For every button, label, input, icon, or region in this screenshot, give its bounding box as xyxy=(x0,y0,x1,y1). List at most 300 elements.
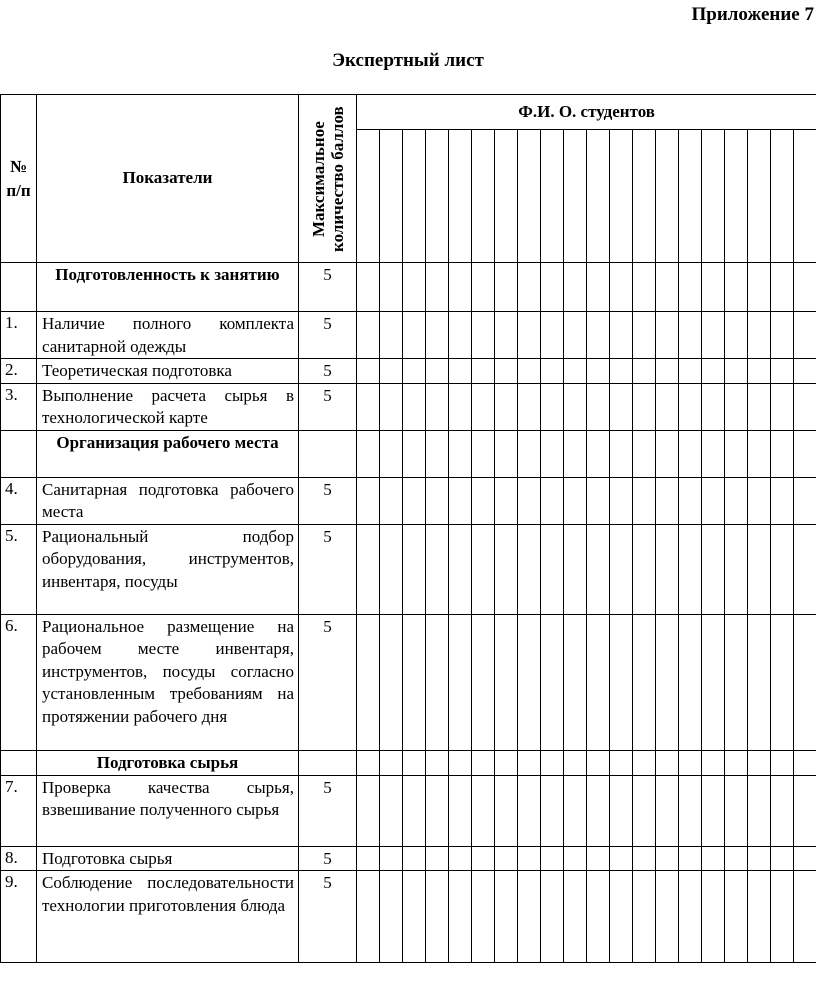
student-score-cell[interactable] xyxy=(702,775,725,846)
student-score-cell[interactable] xyxy=(771,130,794,263)
header-indicators: Показатели xyxy=(37,95,299,263)
student-score-cell[interactable] xyxy=(449,359,472,384)
row-number: 6. xyxy=(1,614,37,750)
student-score-cell[interactable] xyxy=(564,312,587,359)
student-score-cell[interactable] xyxy=(771,871,794,963)
student-score-cell[interactable] xyxy=(725,871,748,963)
student-score-cell[interactable] xyxy=(748,383,771,430)
student-score-cell[interactable] xyxy=(380,359,403,384)
student-score-cell[interactable] xyxy=(633,430,656,477)
student-score-cell[interactable] xyxy=(357,846,380,871)
student-score-cell[interactable] xyxy=(564,775,587,846)
student-score-cell[interactable] xyxy=(426,383,449,430)
student-score-cell[interactable] xyxy=(495,359,518,384)
indicator-text: Наличие полного комплекта санитарной одежды xyxy=(37,312,299,359)
student-score-cell[interactable] xyxy=(610,263,633,312)
student-score-cell[interactable] xyxy=(357,312,380,359)
student-score-cell[interactable] xyxy=(702,750,725,775)
indicator-row xyxy=(1,846,816,871)
student-score-cell[interactable] xyxy=(449,477,472,524)
student-score-cell[interactable] xyxy=(610,130,633,263)
student-score-cell[interactable] xyxy=(610,312,633,359)
student-score-cell[interactable] xyxy=(633,263,656,312)
student-score-cell[interactable] xyxy=(449,750,472,775)
indicator-row xyxy=(1,359,816,384)
student-score-cell[interactable] xyxy=(564,263,587,312)
student-score-cell[interactable] xyxy=(748,312,771,359)
student-score-cell[interactable] xyxy=(449,846,472,871)
row-number xyxy=(1,430,37,477)
student-score-cell[interactable] xyxy=(679,871,702,963)
student-score-cell[interactable] xyxy=(380,846,403,871)
indicator-text: Подготовка сырья xyxy=(37,846,299,871)
row-number: 9. xyxy=(1,871,37,963)
student-score-cell[interactable] xyxy=(656,750,679,775)
student-score-cell[interactable] xyxy=(725,312,748,359)
student-score-cell[interactable] xyxy=(794,263,816,312)
student-score-cell[interactable] xyxy=(426,524,449,614)
student-score-cell[interactable] xyxy=(794,383,816,430)
max-score-value: 5 xyxy=(299,263,357,312)
student-score-cell[interactable] xyxy=(679,477,702,524)
indicator-text: Выполнение расчета сырья в технологической карте xyxy=(37,383,299,430)
max-score-value: 5 xyxy=(299,477,357,524)
student-score-cell[interactable] xyxy=(587,263,610,312)
indicator-row xyxy=(1,383,816,430)
student-score-cell[interactable] xyxy=(702,359,725,384)
student-score-cell[interactable] xyxy=(403,263,426,312)
student-score-cell[interactable] xyxy=(587,477,610,524)
student-score-cell[interactable] xyxy=(748,871,771,963)
student-score-cell[interactable] xyxy=(610,846,633,871)
student-score-cell[interactable] xyxy=(725,846,748,871)
student-score-cell[interactable] xyxy=(748,430,771,477)
student-score-cell[interactable] xyxy=(587,614,610,750)
student-score-cell[interactable] xyxy=(541,263,564,312)
student-score-cell[interactable] xyxy=(633,775,656,846)
student-score-cell[interactable] xyxy=(472,477,495,524)
max-score-value xyxy=(299,750,357,775)
student-score-cell[interactable] xyxy=(472,383,495,430)
student-score-cell[interactable] xyxy=(472,312,495,359)
row-number: 1. xyxy=(1,312,37,359)
student-score-cell[interactable] xyxy=(449,130,472,263)
student-score-cell[interactable] xyxy=(610,614,633,750)
student-score-cell[interactable] xyxy=(518,312,541,359)
student-score-cell[interactable] xyxy=(794,871,816,963)
student-score-cell[interactable] xyxy=(403,614,426,750)
student-score-cell[interactable] xyxy=(702,477,725,524)
max-score-value: 5 xyxy=(299,775,357,846)
section-title: Подготовленность к занятию xyxy=(37,263,299,312)
student-score-cell[interactable] xyxy=(702,312,725,359)
student-score-cell[interactable] xyxy=(794,614,816,750)
row-number xyxy=(1,750,37,775)
student-score-cell[interactable] xyxy=(771,312,794,359)
row-number: 8. xyxy=(1,846,37,871)
student-score-cell[interactable] xyxy=(357,750,380,775)
student-score-cell[interactable] xyxy=(472,775,495,846)
max-score-value: 5 xyxy=(299,614,357,750)
student-score-cell[interactable] xyxy=(656,524,679,614)
student-score-cell[interactable] xyxy=(725,477,748,524)
student-score-cell[interactable] xyxy=(403,383,426,430)
student-score-cell[interactable] xyxy=(495,477,518,524)
student-score-cell[interactable] xyxy=(702,524,725,614)
student-score-cell[interactable] xyxy=(564,130,587,263)
student-score-cell[interactable] xyxy=(587,359,610,384)
student-score-cell[interactable] xyxy=(380,383,403,430)
student-score-cell[interactable] xyxy=(357,775,380,846)
student-score-cell[interactable] xyxy=(518,614,541,750)
student-score-cell[interactable] xyxy=(426,871,449,963)
student-score-cell[interactable] xyxy=(679,750,702,775)
student-score-cell[interactable] xyxy=(679,846,702,871)
student-score-cell[interactable] xyxy=(426,130,449,263)
student-score-cell[interactable] xyxy=(518,130,541,263)
student-score-cell[interactable] xyxy=(656,359,679,384)
student-score-cell[interactable] xyxy=(495,383,518,430)
student-score-cell[interactable] xyxy=(380,750,403,775)
student-score-cell[interactable] xyxy=(679,130,702,263)
student-score-cell[interactable] xyxy=(380,430,403,477)
student-score-cell[interactable] xyxy=(403,130,426,263)
student-score-cell[interactable] xyxy=(587,130,610,263)
student-score-cell[interactable] xyxy=(541,130,564,263)
student-score-cell[interactable] xyxy=(633,130,656,263)
student-score-cell[interactable] xyxy=(771,614,794,750)
student-score-cell[interactable] xyxy=(426,614,449,750)
student-score-cell[interactable] xyxy=(702,383,725,430)
student-score-cell[interactable] xyxy=(656,130,679,263)
student-score-cell[interactable] xyxy=(610,477,633,524)
student-score-cell[interactable] xyxy=(449,383,472,430)
student-score-cell[interactable] xyxy=(472,359,495,384)
student-score-cell[interactable] xyxy=(679,430,702,477)
header-max-score xyxy=(299,95,357,263)
student-score-cell[interactable] xyxy=(794,477,816,524)
student-score-cell[interactable] xyxy=(656,775,679,846)
student-score-cell[interactable] xyxy=(541,871,564,963)
student-score-cell[interactable] xyxy=(495,130,518,263)
student-score-cell[interactable] xyxy=(771,430,794,477)
student-score-cell[interactable] xyxy=(725,263,748,312)
student-score-cell[interactable] xyxy=(472,846,495,871)
student-score-cell[interactable] xyxy=(725,430,748,477)
student-score-cell[interactable] xyxy=(633,312,656,359)
student-score-cell[interactable] xyxy=(518,524,541,614)
student-score-cell[interactable] xyxy=(472,430,495,477)
student-score-cell[interactable] xyxy=(725,359,748,384)
student-score-cell[interactable] xyxy=(794,750,816,775)
student-score-cell[interactable] xyxy=(357,524,380,614)
student-score-cell[interactable] xyxy=(702,846,725,871)
student-score-cell[interactable] xyxy=(702,430,725,477)
student-score-cell[interactable] xyxy=(449,614,472,750)
student-score-cell[interactable] xyxy=(403,871,426,963)
max-score-value: 5 xyxy=(299,359,357,384)
student-score-cell[interactable] xyxy=(748,359,771,384)
student-score-cell[interactable] xyxy=(449,263,472,312)
student-score-cell[interactable] xyxy=(656,477,679,524)
indicator-row xyxy=(1,312,816,359)
student-score-cell[interactable] xyxy=(449,871,472,963)
student-score-cell[interactable] xyxy=(357,263,380,312)
student-score-cell[interactable] xyxy=(564,614,587,750)
student-score-cell[interactable] xyxy=(357,430,380,477)
student-score-cell[interactable] xyxy=(495,775,518,846)
student-score-cell[interactable] xyxy=(725,750,748,775)
student-score-cell[interactable] xyxy=(679,263,702,312)
student-score-cell[interactable] xyxy=(380,614,403,750)
student-score-cell[interactable] xyxy=(426,359,449,384)
student-score-cell[interactable] xyxy=(679,524,702,614)
student-score-cell[interactable] xyxy=(380,524,403,614)
student-score-cell[interactable] xyxy=(748,130,771,263)
student-score-cell[interactable] xyxy=(748,846,771,871)
student-score-cell[interactable] xyxy=(725,524,748,614)
student-score-cell[interactable] xyxy=(541,750,564,775)
student-score-cell[interactable] xyxy=(587,750,610,775)
student-score-cell[interactable] xyxy=(748,263,771,312)
student-score-cell[interactable] xyxy=(357,130,380,263)
student-score-cell[interactable] xyxy=(702,614,725,750)
student-score-cell[interactable] xyxy=(725,130,748,263)
student-score-cell[interactable] xyxy=(656,846,679,871)
student-score-cell[interactable] xyxy=(564,871,587,963)
student-score-cell[interactable] xyxy=(426,312,449,359)
student-score-cell[interactable] xyxy=(495,750,518,775)
student-score-cell[interactable] xyxy=(541,524,564,614)
row-number: 5. xyxy=(1,524,37,614)
student-score-cell[interactable] xyxy=(587,524,610,614)
student-score-cell[interactable] xyxy=(633,524,656,614)
student-score-cell[interactable] xyxy=(702,263,725,312)
student-score-cell[interactable] xyxy=(403,846,426,871)
student-score-cell[interactable] xyxy=(449,430,472,477)
student-score-cell[interactable] xyxy=(725,383,748,430)
section-title: Организация рабочего места xyxy=(37,430,299,477)
student-score-cell[interactable] xyxy=(426,430,449,477)
student-score-cell[interactable] xyxy=(794,359,816,384)
student-score-cell[interactable] xyxy=(771,846,794,871)
max-score-value: 5 xyxy=(299,846,357,871)
student-score-cell[interactable] xyxy=(449,524,472,614)
header-max-score-text: Максимальное количество баллов xyxy=(308,105,347,252)
student-score-cell[interactable] xyxy=(633,614,656,750)
student-score-cell[interactable] xyxy=(380,775,403,846)
student-score-cell[interactable] xyxy=(403,524,426,614)
student-score-cell[interactable] xyxy=(518,750,541,775)
row-number: 7. xyxy=(1,775,37,846)
student-score-cell[interactable] xyxy=(357,477,380,524)
student-score-cell[interactable] xyxy=(564,477,587,524)
student-score-cell[interactable] xyxy=(472,263,495,312)
student-score-cell[interactable] xyxy=(748,477,771,524)
student-score-cell[interactable] xyxy=(380,130,403,263)
student-score-cell[interactable] xyxy=(633,477,656,524)
student-score-cell[interactable] xyxy=(610,750,633,775)
student-score-cell[interactable] xyxy=(564,750,587,775)
student-score-cell[interactable] xyxy=(518,359,541,384)
indicator-text: Рациональное размещение на рабочем месте инвентаря, инструментов, посуды согласно установленным требованиям на протяжении рабочего дня xyxy=(37,614,299,750)
student-score-cell[interactable] xyxy=(564,846,587,871)
student-score-cell[interactable] xyxy=(656,312,679,359)
section-row xyxy=(1,263,816,312)
student-score-cell[interactable] xyxy=(380,477,403,524)
student-score-cell[interactable] xyxy=(748,524,771,614)
student-score-cell[interactable] xyxy=(656,430,679,477)
student-score-cell[interactable] xyxy=(541,312,564,359)
student-score-cell[interactable] xyxy=(587,871,610,963)
student-score-cell[interactable] xyxy=(610,871,633,963)
student-score-cell[interactable] xyxy=(495,263,518,312)
student-score-cell[interactable] xyxy=(679,383,702,430)
indicator-text: Проверка качества сырья, взвешивание полученного сырья xyxy=(37,775,299,846)
student-score-cell[interactable] xyxy=(771,359,794,384)
student-score-cell[interactable] xyxy=(564,430,587,477)
student-score-cell[interactable] xyxy=(748,750,771,775)
student-score-cell[interactable] xyxy=(426,477,449,524)
student-score-cell[interactable] xyxy=(541,430,564,477)
student-score-cell[interactable] xyxy=(633,871,656,963)
student-score-cell[interactable] xyxy=(587,383,610,430)
student-score-cell[interactable] xyxy=(495,312,518,359)
student-score-cell[interactable] xyxy=(380,312,403,359)
student-score-cell[interactable] xyxy=(587,430,610,477)
student-score-cell[interactable] xyxy=(357,871,380,963)
student-score-cell[interactable] xyxy=(403,775,426,846)
student-score-cell[interactable] xyxy=(541,775,564,846)
max-score-value xyxy=(299,430,357,477)
student-score-cell[interactable] xyxy=(518,775,541,846)
student-score-cell[interactable] xyxy=(518,871,541,963)
student-score-cell[interactable] xyxy=(426,263,449,312)
student-score-cell[interactable] xyxy=(472,130,495,263)
student-score-cell[interactable] xyxy=(541,846,564,871)
student-score-cell[interactable] xyxy=(771,477,794,524)
student-score-cell[interactable] xyxy=(794,846,816,871)
student-score-cell[interactable] xyxy=(495,614,518,750)
student-score-cell[interactable] xyxy=(771,750,794,775)
max-score-value: 5 xyxy=(299,383,357,430)
student-score-cell[interactable] xyxy=(403,359,426,384)
student-score-cell[interactable] xyxy=(725,614,748,750)
student-score-cell[interactable] xyxy=(357,359,380,384)
student-score-cell[interactable] xyxy=(495,524,518,614)
student-score-cell[interactable] xyxy=(564,383,587,430)
student-score-cell[interactable] xyxy=(357,614,380,750)
header-row xyxy=(1,95,816,130)
student-score-cell[interactable] xyxy=(771,383,794,430)
student-score-cell[interactable] xyxy=(610,524,633,614)
student-score-cell[interactable] xyxy=(472,614,495,750)
student-score-cell[interactable] xyxy=(610,383,633,430)
student-score-cell[interactable] xyxy=(794,430,816,477)
student-score-cell[interactable] xyxy=(541,383,564,430)
student-score-cell[interactable] xyxy=(449,312,472,359)
student-score-cell[interactable] xyxy=(426,750,449,775)
student-score-cell[interactable] xyxy=(449,775,472,846)
student-score-cell[interactable] xyxy=(633,750,656,775)
student-score-cell[interactable] xyxy=(380,263,403,312)
student-score-cell[interactable] xyxy=(794,524,816,614)
student-score-cell[interactable] xyxy=(771,524,794,614)
student-score-cell[interactable] xyxy=(633,846,656,871)
student-score-cell[interactable] xyxy=(748,775,771,846)
student-score-cell[interactable] xyxy=(794,130,816,263)
student-score-cell[interactable] xyxy=(771,775,794,846)
student-score-cell[interactable] xyxy=(656,871,679,963)
indicator-row xyxy=(1,524,816,614)
student-score-cell[interactable] xyxy=(495,871,518,963)
student-score-cell[interactable] xyxy=(541,477,564,524)
student-score-cell[interactable] xyxy=(702,130,725,263)
student-score-cell[interactable] xyxy=(702,871,725,963)
indicator-row xyxy=(1,477,816,524)
student-score-cell[interactable] xyxy=(403,312,426,359)
student-score-cell[interactable] xyxy=(633,359,656,384)
student-score-cell[interactable] xyxy=(541,614,564,750)
student-score-cell[interactable] xyxy=(771,263,794,312)
student-score-cell[interactable] xyxy=(403,477,426,524)
section-row xyxy=(1,750,816,775)
student-score-cell[interactable] xyxy=(725,775,748,846)
student-score-cell[interactable] xyxy=(794,775,816,846)
student-score-cell[interactable] xyxy=(610,359,633,384)
student-score-cell[interactable] xyxy=(495,430,518,477)
document-title: Экспертный лист xyxy=(332,50,484,71)
student-score-cell[interactable] xyxy=(610,775,633,846)
student-score-cell[interactable] xyxy=(679,359,702,384)
student-score-cell[interactable] xyxy=(679,312,702,359)
student-score-cell[interactable] xyxy=(656,614,679,750)
student-score-cell[interactable] xyxy=(633,383,656,430)
student-score-cell[interactable] xyxy=(679,775,702,846)
student-score-cell[interactable] xyxy=(610,430,633,477)
student-score-cell[interactable] xyxy=(472,871,495,963)
student-score-cell[interactable] xyxy=(587,775,610,846)
student-score-cell[interactable] xyxy=(794,312,816,359)
student-score-cell[interactable] xyxy=(357,383,380,430)
student-score-cell[interactable] xyxy=(426,846,449,871)
student-score-cell[interactable] xyxy=(656,383,679,430)
student-score-cell[interactable] xyxy=(495,846,518,871)
student-score-cell[interactable] xyxy=(472,524,495,614)
student-score-cell[interactable] xyxy=(426,775,449,846)
row-number: 2. xyxy=(1,359,37,384)
student-score-cell[interactable] xyxy=(403,430,426,477)
student-score-cell[interactable] xyxy=(518,430,541,477)
student-score-cell[interactable] xyxy=(587,312,610,359)
student-score-cell[interactable] xyxy=(518,263,541,312)
student-score-cell[interactable] xyxy=(748,614,771,750)
student-score-cell[interactable] xyxy=(380,871,403,963)
student-score-cell[interactable] xyxy=(541,359,564,384)
max-score-value: 5 xyxy=(299,312,357,359)
student-score-cell[interactable] xyxy=(518,846,541,871)
student-score-cell[interactable] xyxy=(587,846,610,871)
student-score-cell[interactable] xyxy=(564,524,587,614)
indicator-text: Рациональный подбор оборудования, инструментов, инвентаря, посуды xyxy=(37,524,299,614)
student-score-cell[interactable] xyxy=(564,359,587,384)
student-score-cell[interactable] xyxy=(472,750,495,775)
student-score-cell[interactable] xyxy=(518,477,541,524)
student-score-cell[interactable] xyxy=(518,383,541,430)
student-score-cell[interactable] xyxy=(403,750,426,775)
student-score-cell[interactable] xyxy=(679,614,702,750)
student-score-cell[interactable] xyxy=(656,263,679,312)
